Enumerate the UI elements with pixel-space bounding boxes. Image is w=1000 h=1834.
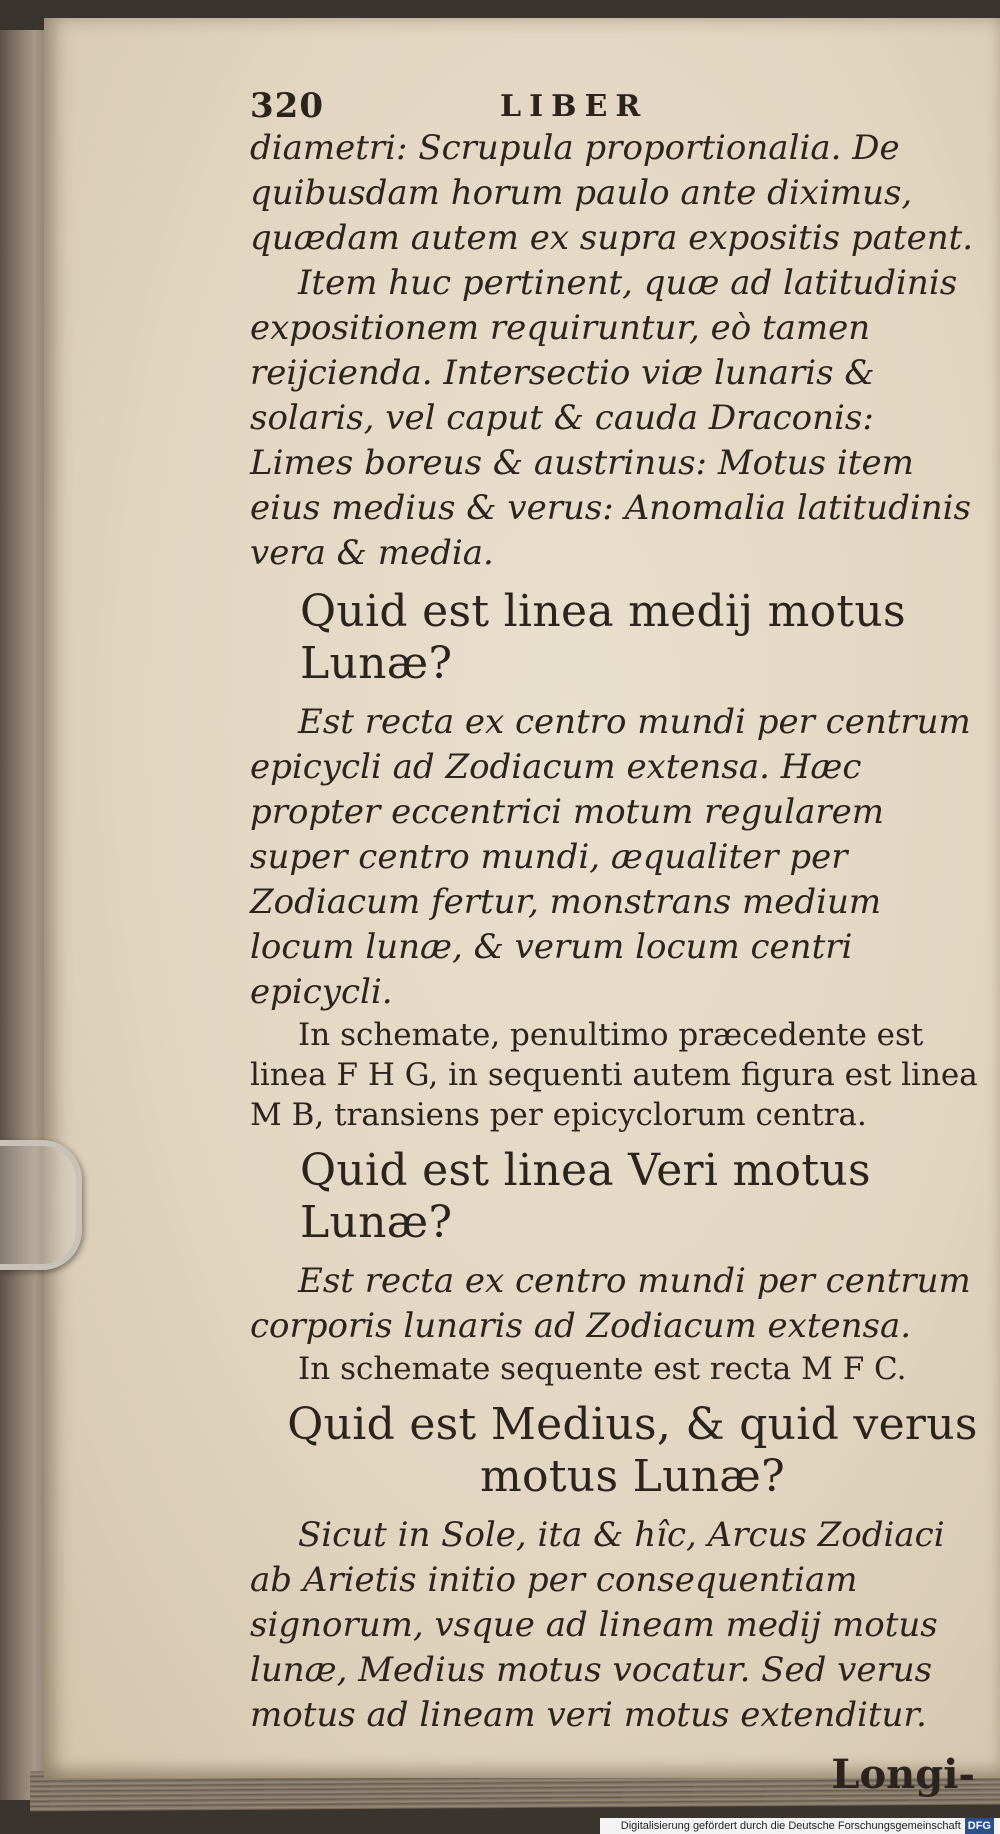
paragraph-2: Item huc pertinent, quæ ad latitudinis expositionem requiruntur, eò tamen reijcienda. Intersectio viæ lunaris & solaris, vel caput & cauda Draconis: Limes boreus & austrinus: Motus item eius medius & verus: Anomalia latitudinis vera & media. <box>250 263 971 573</box>
answer-1-note: In schemate, penultimo præcedente est linea F H G, in sequenti autem figura est linea M B, transiens per epicyclorum centra. <box>250 1017 978 1133</box>
answer-1: Est recta ex centro mundi per centrum epicycli ad Zodiacum extensa. Hæc propter eccentrici motum regularem super centro mundi, æqualiter per Zodiacum fertur, monstrans medium locum lunæ, & verum locum centri epicycli. <box>250 702 971 1012</box>
answer-3: Sicut in Sole, ita & hîc, Arcus Zodiaci ab Arietis initio per consequentiam signorum, vsque ad lineam medij motus lunæ, Medius motus vocatur. Sed verus motus ad lineam veri motus extenditur. <box>250 1515 945 1735</box>
answer-2-note: In schemate sequente est recta M F C. <box>298 1351 907 1387</box>
question-2-heading: Quid est linea Veri motus Lunæ? <box>300 1145 871 1248</box>
paragraph-1: diametri: Scrupula proportionalia. De quibusdam horum paulo ante diximus, quædam autem ex supra expositis patent. <box>250 128 974 258</box>
page-number: 320 <box>250 86 324 126</box>
page-header <box>250 78 985 126</box>
question-3-heading <box>280 1399 985 1503</box>
running-head: LIBER <box>500 89 649 124</box>
dfg-logo: DFG <box>965 1818 994 1834</box>
question-3-line-2: motus Lunæ? <box>480 1451 785 1502</box>
answer-2: Est recta ex centro mundi per centrum corporis lunaris ad Zodiacum extensa. <box>250 1261 971 1346</box>
digitization-credit <box>600 1818 1000 1834</box>
question-1-heading: Quid est linea medij motus Lunæ? <box>300 586 906 689</box>
page-clip <box>0 1140 82 1270</box>
credit-text: Digitalisierung gefördert durch die Deutsche Forschungsgemeinschaft <box>620 1820 961 1832</box>
page-text <box>250 78 985 1797</box>
question-3-line-1: Quid est Medius, & quid verus <box>287 1399 978 1450</box>
catchword: Longi- <box>831 1751 975 1798</box>
